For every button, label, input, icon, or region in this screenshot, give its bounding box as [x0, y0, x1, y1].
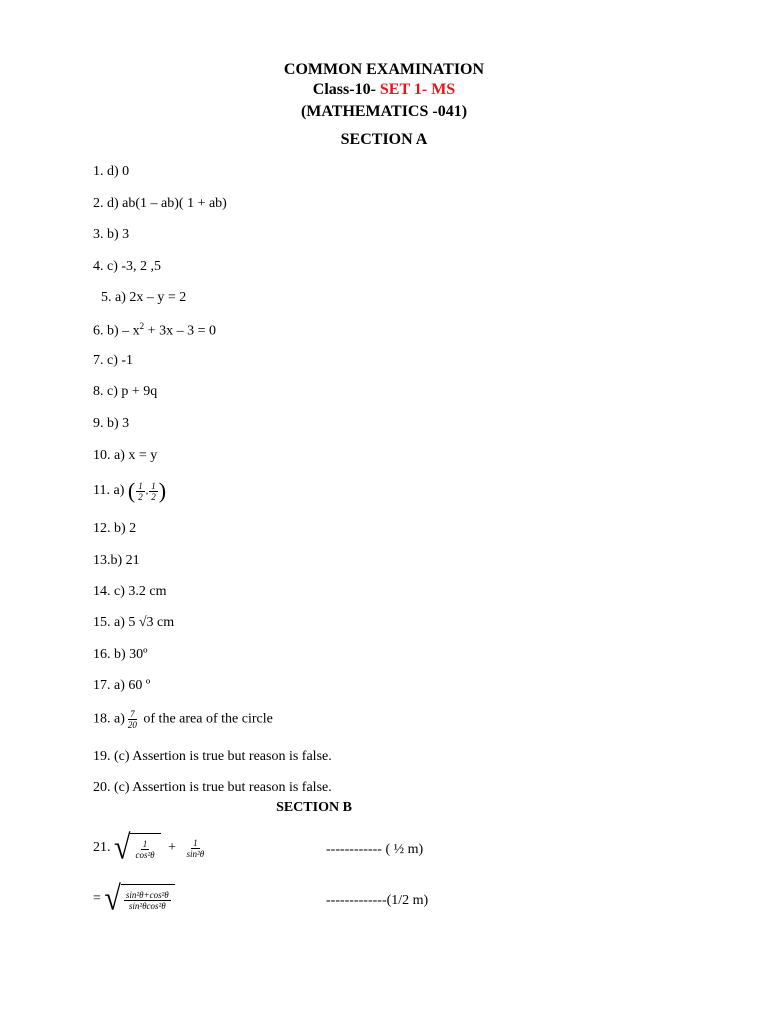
fraction-denominator: cos²θ: [135, 850, 155, 860]
square-root: [114, 828, 161, 867]
equals-sign: =: [93, 891, 101, 906]
answer-6: [93, 321, 216, 340]
radical-sign: √: [114, 828, 131, 867]
answer-12: 12. b) 2: [93, 521, 137, 536]
step-2-fraction: [124, 890, 171, 911]
answer-11-fraction-2: [149, 481, 158, 502]
answer-17: 17. a) 60 º: [93, 678, 151, 693]
answer-6-text: 6. b) – x: [93, 323, 140, 339]
answer-3: 3. b) 3: [93, 227, 130, 242]
answer-19: 19. (c) Assertion is true but reason is false.: [93, 749, 332, 764]
answer-13: 13.b) 21: [93, 553, 140, 568]
radical-sign: √: [104, 879, 121, 918]
section-b-heading: SECTION B: [276, 800, 352, 815]
open-paren: (: [127, 478, 136, 503]
answer-16: 16. b) 30º: [93, 647, 148, 662]
answer-6-rest: + 3x – 3 = 0: [144, 323, 216, 339]
fraction-numerator: 1: [142, 839, 148, 849]
radicand: [130, 833, 160, 863]
answer-21-step-2: [93, 879, 175, 918]
answer-10: 10. a) x = y: [93, 448, 158, 463]
fraction-denominator: sin²θ: [186, 848, 205, 859]
answer-11-fraction-1: [136, 481, 145, 502]
answer-18-fraction: [126, 709, 139, 730]
answer-14: 14. c) 3.2 cm: [93, 584, 167, 599]
section-a-heading: SECTION A: [340, 131, 428, 148]
fraction-denominator: 20: [127, 720, 137, 730]
fraction-denominator: 2: [151, 491, 156, 502]
answer-9: 9. b) 3: [93, 416, 130, 431]
fraction-numerator: sin²θ+cos²θ: [125, 890, 169, 900]
fraction-numerator: 1: [193, 837, 198, 848]
answer-4: 4. c) -3, 2 ,5: [93, 259, 162, 274]
answer-1: 1. d) 0: [93, 164, 130, 179]
marks-21-step-2: -------------(1/2 m): [326, 893, 429, 908]
fraction-denominator: sin²θcos²θ: [128, 901, 166, 911]
square-root: [104, 879, 174, 918]
fraction-2: [185, 838, 207, 859]
answer-18-label: 18. a): [93, 711, 125, 727]
answer-5: 5. a) 2x – y = 2: [101, 290, 187, 305]
answer-11: [93, 478, 166, 504]
class-label: Class-10-: [312, 81, 376, 98]
fraction-denominator: 2: [138, 491, 143, 502]
marks-21: ------------ ( ½ m): [326, 842, 424, 857]
comma: ,: [145, 485, 149, 497]
answer-15: 15. a) 5 √3 cm: [93, 615, 175, 630]
fraction-numerator: 1: [138, 480, 143, 491]
answer-21-label: 21.: [93, 840, 111, 855]
answer-2: 2. d) ab(1 – ab)( 1 + ab): [93, 196, 227, 211]
answer-8: 8. c) p + 9q: [93, 384, 158, 399]
answer-18: [93, 709, 273, 730]
answer-11-label: 11. a): [93, 483, 125, 498]
exam-title: COMMON EXAMINATION: [283, 61, 485, 78]
subject-title: (MATHEMATICS -041): [300, 103, 468, 120]
answer-6-exponent: 2: [139, 321, 145, 331]
plus-sign: +: [168, 840, 176, 855]
fraction-1: [133, 839, 156, 860]
close-paren: ): [158, 478, 167, 503]
fraction-numerator: 1: [151, 480, 156, 491]
class-line: [0, 81, 768, 99]
answer-20: 20. (c) Assertion is true but reason is false.: [93, 780, 332, 795]
answer-21: [93, 828, 207, 867]
set-label: SET 1- MS: [379, 81, 456, 98]
answer-18-text: of the area of the circle: [139, 711, 273, 727]
radicand: [121, 884, 175, 914]
answer-7: 7. c) -1: [93, 353, 134, 368]
fraction-numerator: 7: [130, 709, 135, 719]
